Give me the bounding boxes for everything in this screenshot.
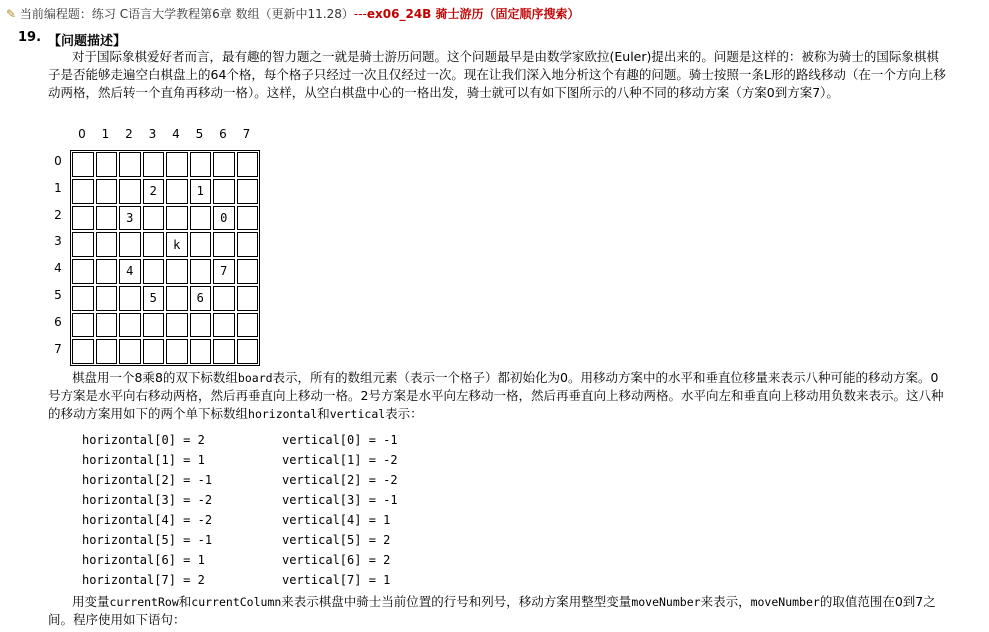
text: 来表示， bbox=[700, 594, 751, 609]
move-cell: 5 bbox=[143, 286, 165, 311]
board-cell bbox=[119, 179, 141, 204]
board-cell bbox=[143, 206, 165, 231]
board-cell bbox=[213, 152, 235, 177]
column-label: 2 bbox=[125, 127, 133, 141]
code-line: horizontal[7] = 2 bbox=[82, 573, 205, 587]
code-line: horizontal[5] = -1 bbox=[82, 533, 213, 547]
board-cell bbox=[166, 286, 188, 311]
intro-paragraph: 对于国际象棋爱好者而言，最有趣的智力题之一就是骑士游历问题。这个问题最早是由数学家欧拉(Euler)提出来的。问题是这样的：被称为骑士的国际象棋棋子是否能够走遍空白棋盘上的64个格，每个格子只经过一次且仅经过一次。现在让我们深入地分析这个有趣的问题。骑士按照一条L形的路线移动（在一个方向上移动两格，然后转一个直角再移动一格）。这样，从空白棋盘中心的一格出发，骑士就可以有如下图所示的八种不同的移动方案（方案0到方案7）。 bbox=[48, 49, 946, 100]
pencil-icon: ✎ bbox=[6, 7, 17, 21]
problem-number: 19. bbox=[18, 30, 42, 45]
text: 来表示棋盘中骑士当前位置的行号和列号，移动方案用整型变量 bbox=[281, 594, 632, 609]
board-cell bbox=[213, 286, 235, 311]
code-line: horizontal[6] = 1 bbox=[82, 553, 205, 567]
board-cell bbox=[72, 286, 94, 311]
chess-board bbox=[70, 150, 260, 366]
board-cell bbox=[166, 313, 188, 338]
board-cell bbox=[143, 313, 165, 338]
board-cell bbox=[119, 152, 141, 177]
board-cell bbox=[190, 152, 212, 177]
column-label: 6 bbox=[219, 127, 227, 141]
move-cell: 0 bbox=[213, 206, 235, 231]
board-cell bbox=[72, 232, 94, 257]
vertical-array-listing bbox=[282, 430, 398, 590]
column-label: 7 bbox=[242, 127, 251, 141]
code-line: horizontal[3] = -2 bbox=[82, 493, 213, 507]
board-cell bbox=[72, 259, 94, 284]
board-cell bbox=[96, 232, 118, 257]
move-cell: 7 bbox=[213, 259, 235, 284]
board-cell bbox=[96, 259, 118, 284]
code-moveNumber: moveNumber bbox=[750, 595, 820, 609]
row-label: 4 bbox=[54, 261, 62, 276]
code-board: board bbox=[237, 371, 273, 385]
board-cell bbox=[166, 339, 188, 364]
board-cell bbox=[237, 206, 259, 231]
current-problem-header bbox=[6, 5, 580, 22]
column-label: 1 bbox=[101, 127, 110, 141]
board-cell bbox=[237, 286, 259, 311]
code-currentColumn: currentColumn bbox=[191, 595, 282, 609]
board-cell bbox=[213, 179, 235, 204]
board-cell bbox=[166, 179, 188, 204]
code-line: horizontal[2] = -1 bbox=[82, 473, 213, 487]
board-cell bbox=[237, 152, 259, 177]
board-cell bbox=[96, 179, 118, 204]
board-cell bbox=[190, 313, 212, 338]
board-description-paragraph bbox=[48, 369, 948, 423]
board-cell bbox=[190, 339, 212, 364]
move-cell: 3 bbox=[119, 206, 141, 231]
code-horizontal: horizontal bbox=[248, 407, 318, 421]
row-label: 6 bbox=[54, 314, 62, 329]
board-cell bbox=[143, 152, 165, 177]
board-cell bbox=[190, 232, 212, 257]
section-heading: 【问题描述】 bbox=[48, 34, 127, 49]
move-cell: 1 bbox=[190, 179, 212, 204]
board-cell bbox=[166, 206, 188, 231]
board-cell bbox=[72, 313, 94, 338]
column-label: 3 bbox=[148, 127, 157, 141]
code-moveNumber: moveNumber bbox=[631, 595, 701, 609]
board-cell bbox=[72, 339, 94, 364]
board-cell bbox=[72, 152, 94, 177]
board-cell bbox=[96, 339, 118, 364]
code-line: horizontal[4] = -2 bbox=[82, 513, 213, 527]
board-cell bbox=[237, 259, 259, 284]
row-label: 3 bbox=[54, 234, 62, 249]
row-label: 7 bbox=[54, 341, 62, 356]
text: 用变量 bbox=[72, 594, 110, 609]
board-cell bbox=[213, 232, 235, 257]
board-cell bbox=[190, 206, 212, 231]
column-label: 4 bbox=[172, 127, 180, 141]
column-label: 5 bbox=[195, 127, 204, 141]
horizontal-array-listing bbox=[82, 430, 212, 590]
board-cell bbox=[119, 286, 141, 311]
board-cell bbox=[72, 179, 94, 204]
problem-title-link[interactable]: ex06_24B 骑士游历（固定顺序搜索） bbox=[366, 7, 580, 21]
board-cell bbox=[96, 286, 118, 311]
text: 和 bbox=[317, 406, 330, 421]
board-cell bbox=[237, 313, 259, 338]
board-cell bbox=[96, 152, 118, 177]
code-line: vertical[2] = -2 bbox=[282, 473, 398, 487]
move-cell: 4 bbox=[119, 259, 141, 284]
header-separator: --- bbox=[353, 7, 367, 21]
code-vertical: vertical bbox=[329, 407, 386, 421]
board-cell bbox=[143, 232, 165, 257]
code-line: vertical[1] = -2 bbox=[282, 453, 398, 467]
text: 的取值范围在0到7之间。程序使用如下语句： bbox=[48, 594, 936, 627]
code-currentRow: currentRow bbox=[109, 595, 179, 609]
board-cell bbox=[119, 339, 141, 364]
text: 棋盘用一个8乘8的双下标数组 bbox=[72, 370, 238, 385]
variables-paragraph bbox=[48, 593, 948, 629]
row-label: 2 bbox=[54, 207, 62, 222]
code-line: vertical[3] = -1 bbox=[282, 493, 398, 507]
board-cell bbox=[96, 313, 118, 338]
code-line: vertical[5] = 2 bbox=[282, 533, 391, 547]
board-cell bbox=[143, 339, 165, 364]
code-line: vertical[0] = -1 bbox=[282, 433, 398, 447]
board-cell bbox=[213, 339, 235, 364]
board-cell bbox=[143, 259, 165, 284]
move-cell: 2 bbox=[143, 179, 165, 204]
row-label: 5 bbox=[54, 288, 62, 302]
row-label: 1 bbox=[54, 180, 62, 195]
board-cell bbox=[166, 259, 188, 284]
move-cell: 6 bbox=[190, 286, 212, 311]
code-line: vertical[6] = 2 bbox=[282, 553, 391, 567]
board-cell bbox=[119, 232, 141, 257]
board-cell bbox=[190, 259, 212, 284]
code-line: horizontal[1] = 1 bbox=[82, 453, 205, 467]
text: 表示： bbox=[385, 406, 423, 421]
board-cell bbox=[237, 232, 259, 257]
board-cell bbox=[72, 206, 94, 231]
board-cell bbox=[237, 339, 259, 364]
board-cell bbox=[166, 152, 188, 177]
code-line: vertical[7] = 1 bbox=[282, 573, 391, 587]
board-cell bbox=[96, 206, 118, 231]
code-line: horizontal[0] = 2 bbox=[82, 433, 205, 447]
header-prefix: 当前编程题：练习 C语言大学教程第6章 数组（更新中11.28） bbox=[19, 7, 354, 21]
board-cell bbox=[237, 179, 259, 204]
column-label: 0 bbox=[78, 127, 86, 141]
board-cell bbox=[119, 313, 141, 338]
knight-cell: k bbox=[166, 232, 188, 257]
code-line: vertical[4] = 1 bbox=[282, 513, 391, 527]
board-cell bbox=[213, 313, 235, 338]
row-label: 0 bbox=[54, 154, 62, 168]
text: 和 bbox=[178, 594, 192, 609]
text: 表示，所有的数组元素（表示一个格子）都初始化为0。用移动方案中的水平和垂直位移量来表示八种可能的移动方案。0号方案是水平向右移动两格，然后再垂直向上移动一格。2号方案是水平向左移动一格，然后再垂直向上移动两格。水平向左和垂直向上移动用负数来表示。这八种的移动方案用如下的两个单下标数组 bbox=[48, 370, 944, 421]
